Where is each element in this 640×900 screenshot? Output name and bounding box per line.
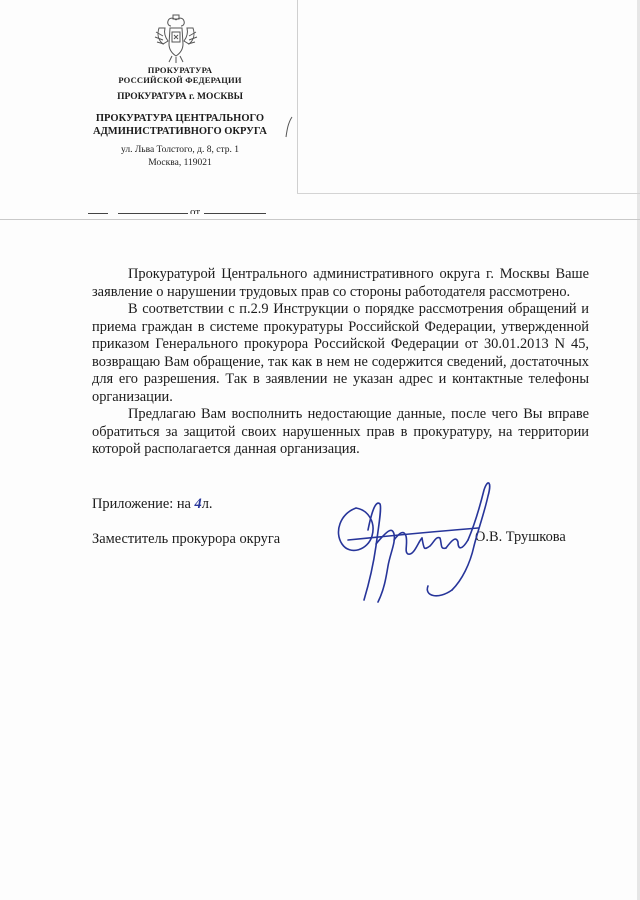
ref-number-line-2: [118, 213, 188, 214]
org-line-1: ПРОКУРАТУРА: [147, 65, 213, 75]
double-headed-eagle-emblem-icon: [153, 14, 199, 64]
attachment-unit: л.: [201, 496, 213, 512]
letter-body: [92, 266, 589, 459]
body-paragraph-2: В соответствии с п.2.9 Инструкции о порядке рассмотрения обращений и приема граждан в системе прокуратуры Российской Федерации, утвержденной приказом Генерального прокурора Российской Федерации от 30.01.2013 N 45, возвращаю Вам обращение, так как в нем не содержится сведений, достаточных для его разрешения. Так в заявлении не указан адрес и контактные телефоны организации.: [92, 301, 589, 405]
scan-fold-vertical: [297, 0, 298, 193]
handwritten-signature: [328, 470, 498, 610]
org-line-2: РОССИЙСКОЙ ФЕДЕРАЦИИ: [118, 74, 242, 85]
city-office: ПРОКУРАТУРА г. МОСКВЫ: [117, 92, 243, 102]
signatory-title: Заместитель прокурора округа: [92, 531, 281, 547]
ref-date-line: [204, 213, 266, 214]
ref-number-line: [88, 213, 108, 214]
pen-stroke-mark: [284, 116, 294, 138]
body-paragraph-3: Предлагаю Вам восполнить недостающие данные, после чего Вы вправе обратиться за защитой своих нарушенных прав в прокуратуру, на территории которой располагается данная организация.: [92, 406, 589, 457]
attachment-handwritten-count: 4: [194, 496, 202, 512]
scan-fold-horizontal: [0, 219, 640, 220]
body-paragraph-1: Прокуратурой Центрального административного округа г. Москвы Ваше заявление о нарушении трудовых прав со стороны работодателя рассмотрено.: [92, 266, 589, 300]
org-name: [90, 66, 270, 86]
scan-fold-right: [297, 193, 640, 194]
attachment-line: [92, 496, 213, 513]
district-office: [90, 113, 270, 138]
signatory-name: О.В. Трушкова: [475, 529, 566, 545]
ref-date-preposition: от: [190, 207, 201, 214]
district-line-1: ПРОКУРАТУРА ЦЕНТРАЛЬНОГО: [95, 113, 265, 124]
office-address: ул. Льва Толстого, д. 8, стр. 1: [121, 145, 239, 155]
district-line-2: АДМИНИСТРАТИВНОГО ОКРУГА: [92, 125, 267, 137]
attachment-label: Приложение: на: [92, 496, 191, 512]
office-city-zip: Москва, 119021: [148, 158, 212, 167]
